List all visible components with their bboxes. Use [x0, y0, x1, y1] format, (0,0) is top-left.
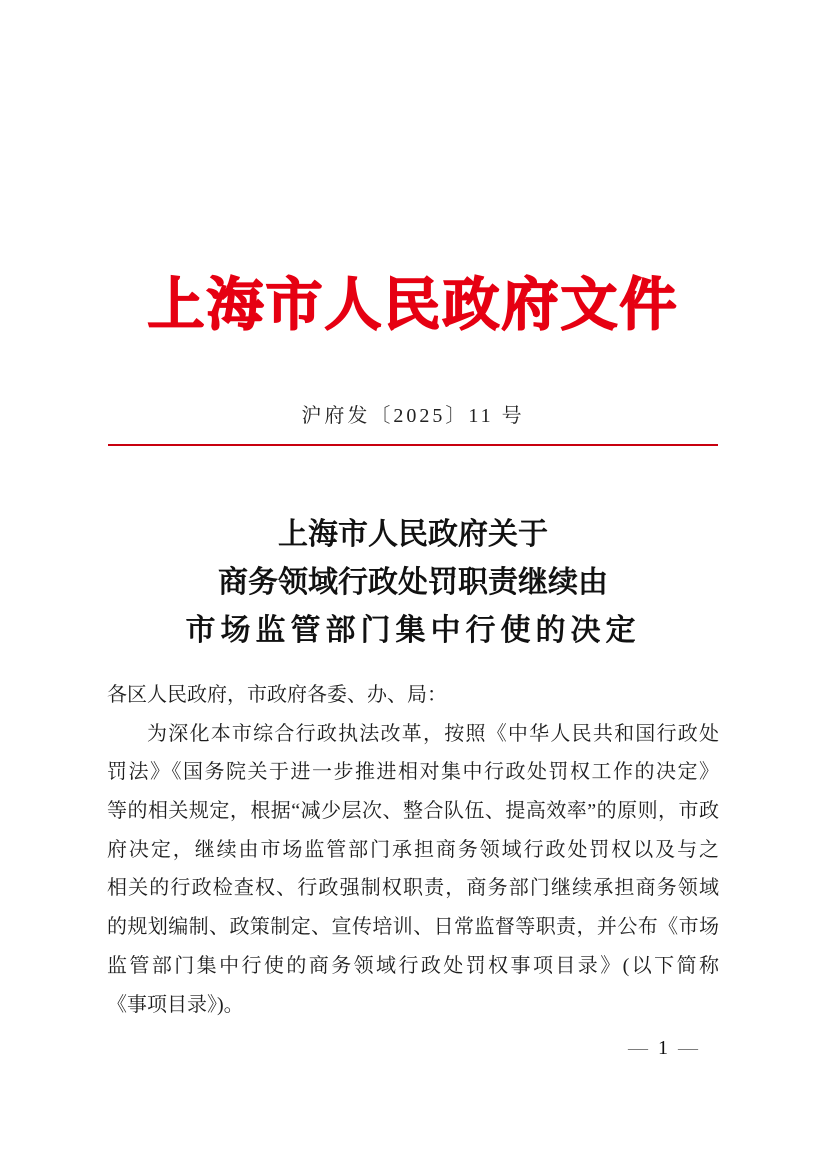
- body-line: 等的相关规定，根据“减少层次、整合队伍、提高效率”的原则，市政: [107, 800, 719, 823]
- body-line: 监管部门集中行使的商务领域行政处罚权事项目录》(以下简称: [107, 954, 719, 977]
- body-text: [107, 676, 719, 1024]
- body-line: 的规划编制、政策制定、宣传培训、日常监督等职责，并公布《市场: [107, 916, 719, 939]
- red-divider-rule: [108, 444, 718, 446]
- doc-title: [0, 511, 826, 655]
- page-number-value: 1: [658, 1037, 668, 1059]
- doc-number: 沪府发〔2025〕11 号: [301, 405, 525, 427]
- doc-title-line-2: 商务领域行政处罚职责继续由: [218, 566, 608, 599]
- page-number: [628, 1035, 698, 1061]
- doc-title-line-3: 市场监管部门集中行使的决定: [185, 614, 641, 647]
- page-number-dash-left: —: [628, 1037, 648, 1059]
- page-number-dash-right: —: [678, 1037, 698, 1059]
- body-line: 罚法》《国务院关于进一步推进相对集中行政处罚权工作的决定》: [107, 761, 719, 784]
- body-line: 府决定，继续由市场监管部门承担商务领域行政处罚权以及与之: [107, 838, 719, 861]
- body-line: 相关的行政检查权、行政强制权职责，商务部门继续承担商务领域: [107, 877, 719, 900]
- body-salutation-line: 各区人民政府，市政府各委、办、局：: [107, 684, 447, 706]
- body-line: 为深化本市综合行政执法改革，按照《中华人民共和国行政处: [147, 722, 719, 745]
- body-line-last: 《事项目录》)。: [107, 993, 244, 1016]
- doc-title-line-1: 上海市人民政府关于: [278, 518, 548, 551]
- org-header-title: 上海市人民政府文件: [147, 274, 679, 337]
